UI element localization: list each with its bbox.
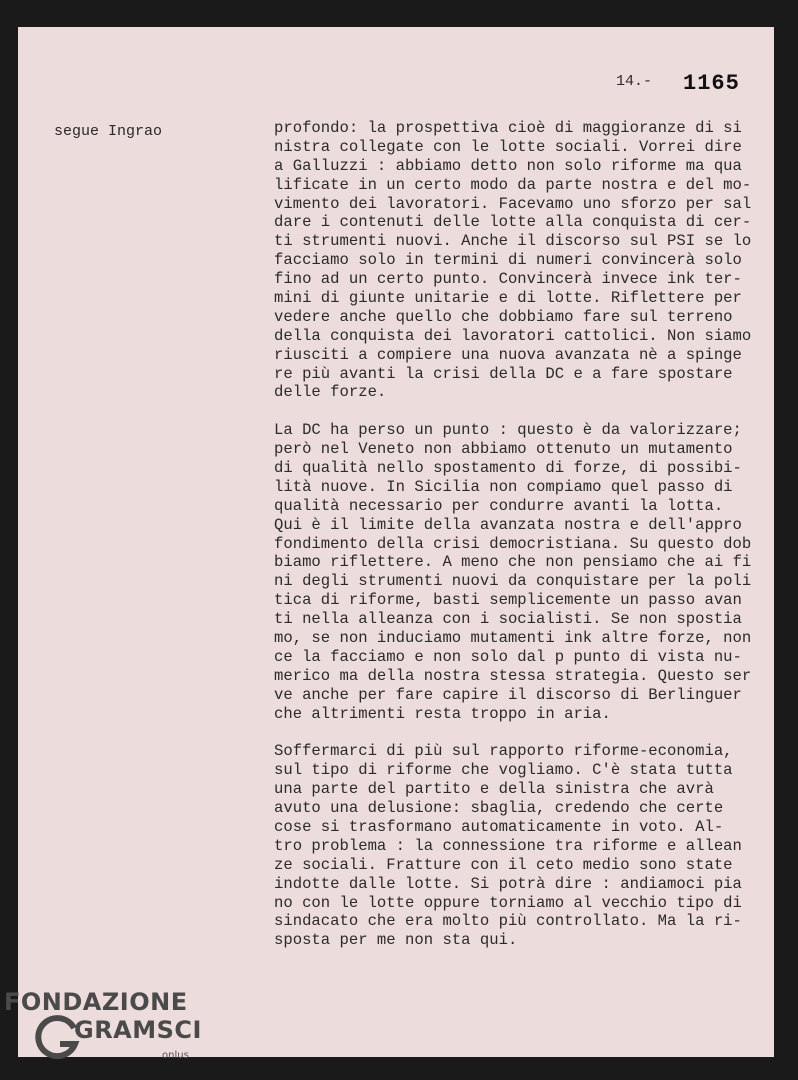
text-line: nistra collegate con le lotte sociali. Vorrei dire (274, 137, 742, 156)
text-line: fondimento della crisi democristiana. Su questo dob (274, 534, 752, 553)
paragraph (274, 119, 752, 402)
watermark-line2: GRAMSCI (74, 1016, 202, 1044)
text-line: sul tipo di riforme che vogliamo. C'è stata tutta (274, 761, 733, 780)
text-line: fino ad un certo punto. Convincerà invece ink ter- (274, 270, 742, 289)
text-line: re più avanti la crisi della DC e a fare spostare (274, 364, 733, 383)
text-line: che altrimenti resta troppo in aria. (274, 704, 611, 723)
text-line: facciamo solo in termini di numeri convincerà solo (274, 251, 742, 270)
text-line: mini di giunte unitarie e di lotte. Riflettere per (274, 289, 742, 308)
text-line: a Galluzzi : abbiamo detto non solo riforme ma qua (274, 156, 742, 175)
text-line: indotte dalle lotte. Si potrà dire : andiamoci pia (274, 874, 742, 893)
text-line: qualità necessario per condurre avanti la lotta. (274, 496, 724, 515)
text-line: Soffermarci di più sul rapporto riforme-economia, (274, 742, 733, 761)
text-line: della conquista dei lavoratori cattolici. Non siamo (274, 326, 752, 345)
text-line: biamo riflettere. A meno che non pensiamo che ai fi (274, 553, 752, 572)
body-text (274, 119, 752, 969)
text-line: però nel Veneto non abbiamo ottenuto un mutamento (274, 440, 733, 459)
text-line: vimento dei lavoratori. Facevamo uno sforzo per sal (274, 194, 752, 213)
text-line: dare i contenuti delle lotte alla conquista di cer- (274, 213, 752, 232)
text-line: mo, se non induciamo mutamenti ink altre forze, non (274, 629, 752, 648)
page-number: 14.- (616, 73, 653, 90)
side-label: segue Ingrao (54, 123, 163, 140)
text-line: tro problema : la connessione tra riforme e allean (274, 836, 742, 855)
text-line: riusciti a compiere una nuova avanzata nè a spinge (274, 345, 742, 364)
text-line: ti nella alleanza con i socialisti. Se non spostia (274, 610, 742, 629)
text-line: tica di riforme, basti semplicemente un passo avan (274, 591, 742, 610)
text-line: sindacato che era molto più controllato. Ma la ri- (274, 912, 742, 931)
text-line: delle forze. (274, 383, 387, 402)
text-line: vedere anche quello che dobbiamo fare sul terreno (274, 307, 733, 326)
document-page (18, 27, 774, 1057)
paragraph (274, 421, 752, 723)
text-line: ti strumenti nuovi. Anche il discorso sul PSI se lo (274, 232, 752, 251)
watermark-line1: FONDAZIONE (4, 988, 188, 1016)
text-line: La DC ha perso un punto : questo è da valorizzare; (274, 421, 742, 440)
text-line: una parte del partito e della sinistra che avrà (274, 780, 714, 799)
text-line: cose si trasformano automaticamente in voto. Al- (274, 817, 724, 836)
text-line: merico ma della nostra stessa strategia. Questo ser (274, 666, 752, 685)
text-line: ve anche per fare capire il discorso di Berlinguer (274, 685, 742, 704)
text-line: sposta per me non sta qui. (274, 931, 518, 950)
text-line: profondo: la prospettiva cioè di maggioranze di si (274, 119, 742, 137)
text-line: di qualità nello spostamento di forze, di possibi- (274, 459, 742, 478)
text-line: ze sociali. Fratture con il ceto medio sono state (274, 855, 733, 874)
text-line: ce la facciamo e non solo dal p punto di vista nu- (274, 647, 742, 666)
watermark-line3: onlus (162, 1050, 189, 1061)
paragraph (274, 742, 744, 950)
text-line: Qui è il limite della avanzata nostra e dell'appro (274, 515, 742, 534)
archive-number: 1165 (683, 71, 740, 96)
text-line: no con le lotte oppure torniamo al vecchio tipo di (274, 893, 742, 912)
text-line: avuto una delusione: sbaglia, credendo che certe (274, 799, 724, 818)
text-line: ni degli strumenti nuovi da conquistare per la poli (274, 572, 752, 591)
text-line: lificate in un certo modo da parte nostra e del mo- (274, 175, 752, 194)
text-line: lità nuove. In Sicilia non compiamo quel passo di (274, 477, 733, 496)
